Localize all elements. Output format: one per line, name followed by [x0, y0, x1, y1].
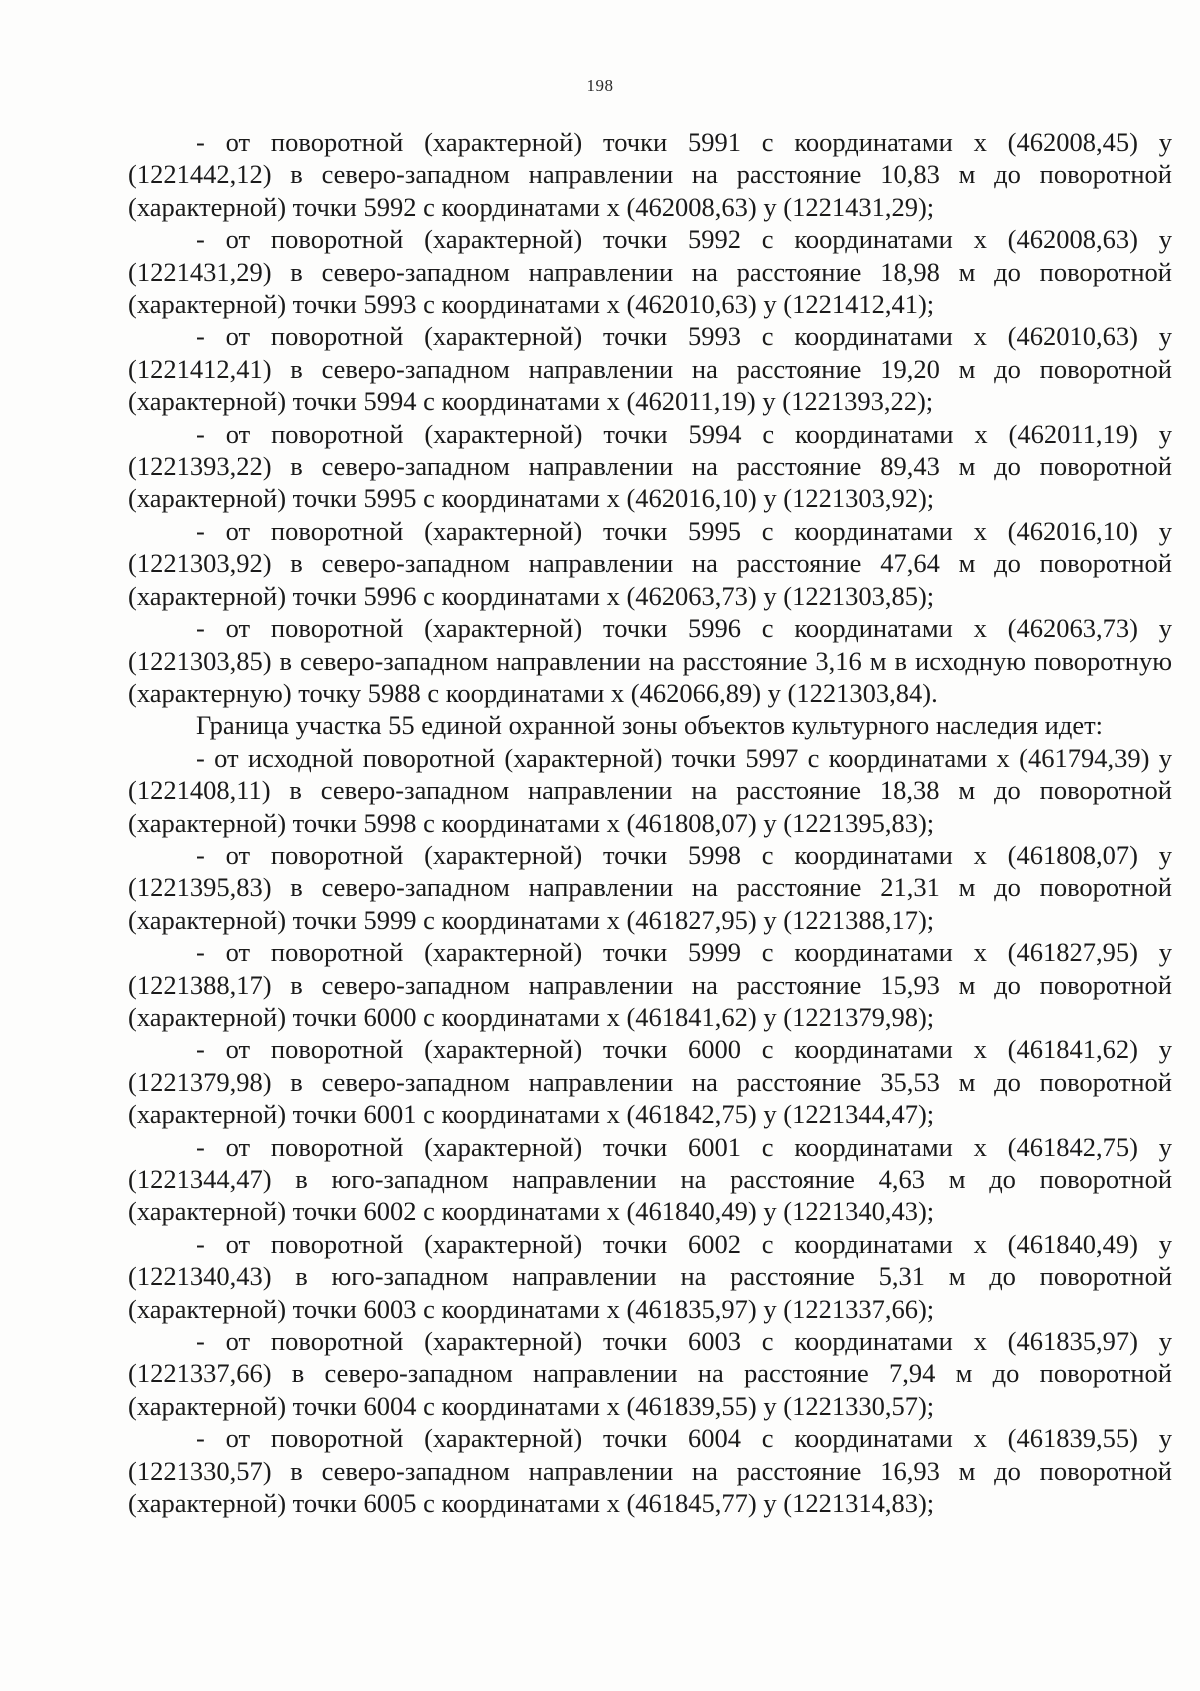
paragraph-point-5994: - от поворотной (характерной) точки 5994 с координатами х (462011,19) у (1221393,22) в северо-западном направлении на расстояние 89,43 м до поворотной (характерной) точки 5995 с координатами х (462016,10) у (1221303,92);	[128, 418, 1172, 514]
paragraph-point-5996: - от поворотной (характерной) точки 5996 с координатами х (462063,73) у (1221303,85) в северо-западном направлении на расстояние 3,16 м в исходную поворотную (характерную) точку 5988 с координатами х (462066,89) у (1221303,84).	[128, 613, 1172, 708]
document-body	[128, 126, 1172, 1519]
paragraph-point-6002: - от поворотной (характерной) точки 6002 с координатами х (461840,49) у (1221340,43) в юго-западном направлении на расстояние 5,31 м до поворотной (характерной) точки 6003 с координатами х (461835,97) у (1221337,66);	[128, 1228, 1172, 1324]
paragraph-point-5997: - от исходной поворотной (характерной) точки 5997 с координатами х (461794,39) у (1221408,11) в северо-западном направлении на расстояние 18,38 м до поворотной (характерной) точки 5998 с координатами х (461808,07) у (1221395,83);	[128, 742, 1172, 838]
paragraph-point-6004: - от поворотной (характерной) точки 6004 с координатами х (461839,55) у (1221330,57) в северо-западном направлении на расстояние 16,93 м до поворотной (характерной) точки 6005 с координатами х (461845,77) у (1221314,83);	[128, 1423, 1172, 1519]
paragraph-point-6001: - от поворотной (характерной) точки 6001 с координатами х (461842,75) у (1221344,47) в юго-западном направлении на расстояние 4,63 м до поворотной (характерной) точки 6002 с координатами х (461840,49) у (1221340,43);	[128, 1131, 1172, 1227]
page-number: 198	[586, 76, 614, 95]
paragraph-point-6000: - от поворотной (характерной) точки 6000 с координатами х (461841,62) у (1221379,98) в северо-западном направлении на расстояние 35,53 м до поворотной (характерной) точки 6001 с координатами х (461842,75) у (1221344,47);	[128, 1034, 1172, 1130]
paragraph-section-55-heading: Граница участка 55 единой охранной зоны объектов культурного наследия идет:	[196, 710, 1104, 741]
paragraph-point-5991: - от поворотной (характерной) точки 5991 с координатами х (462008,45) у (1221442,12) в северо-западном направлении на расстояние 10,83 м до поворотной (характерной) точки 5992 с координатами х (462008,63) у (1221431,29);	[128, 127, 1172, 222]
paragraph-point-6003: - от поворотной (характерной) точки 6003 с координатами х (461835,97) у (1221337,66) в северо-западном направлении на расстояние 7,94 м до поворотной (характерной) точки 6004 с координатами х (461839,55) у (1221330,57);	[128, 1326, 1172, 1421]
paragraph-point-5992: - от поворотной (характерной) точки 5992 с координатами х (462008,63) у (1221431,29) в северо-западном направлении на расстояние 18,98 м до поворотной (характерной) точки 5993 с координатами х (462010,63) у (1221412,41);	[128, 224, 1172, 320]
paragraph-point-5993: - от поворотной (характерной) точки 5993 с координатами х (462010,63) у (1221412,41) в северо-западном направлении на расстояние 19,20 м до поворотной (характерной) точки 5994 с координатами х (462011,19) у (1221393,22);	[128, 321, 1172, 417]
paragraph-point-5998: - от поворотной (характерной) точки 5998 с координатами х (461808,07) у (1221395,83) в северо-западном направлении на расстояние 21,31 м до поворотной (характерной) точки 5999 с координатами х (461827,95) у (1221388,17);	[128, 839, 1172, 935]
paragraph-point-5995: - от поворотной (характерной) точки 5995 с координатами х (462016,10) у (1221303,92) в северо-западном направлении на расстояние 47,64 м до поворотной (характерной) точки 5996 с координатами х (462063,73) у (1221303,85);	[128, 515, 1172, 611]
paragraph-point-5999: - от поворотной (характерной) точки 5999 с координатами х (461827,95) у (1221388,17) в северо-западном направлении на расстояние 15,93 м до поворотной (характерной) точки 6000 с координатами х (461841,62) у (1221379,98);	[128, 937, 1172, 1032]
